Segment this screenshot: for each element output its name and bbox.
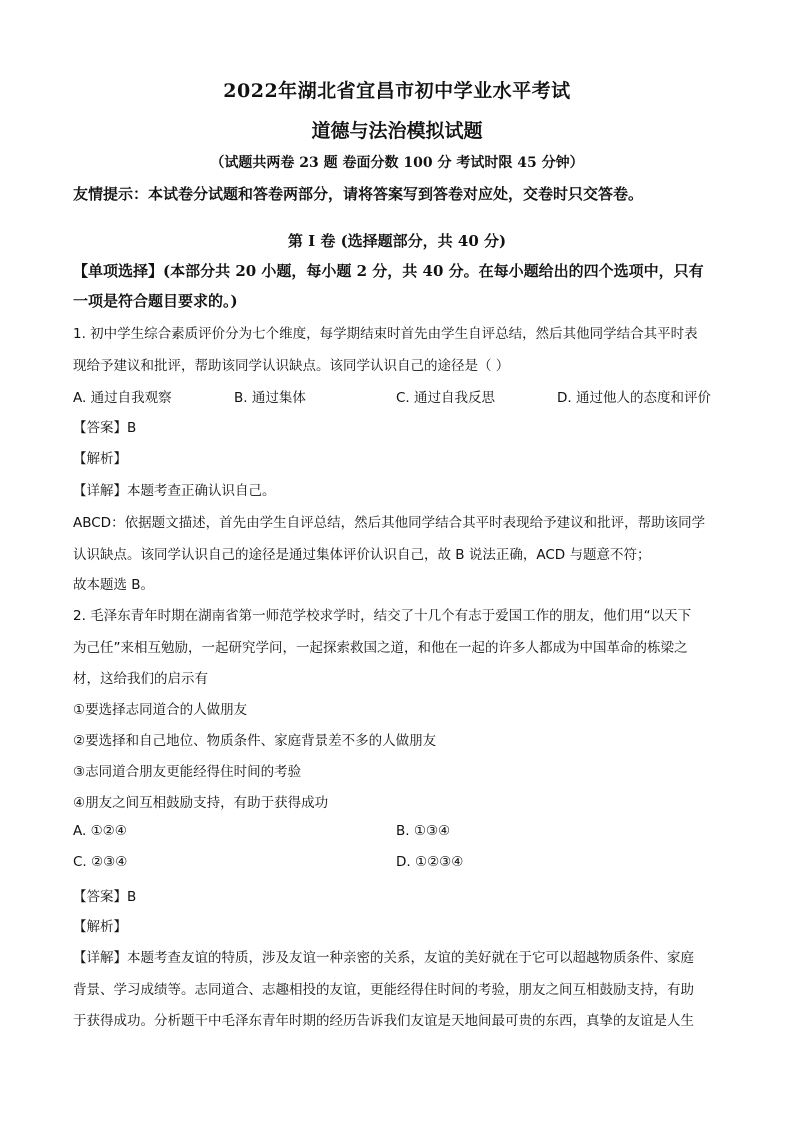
exam-info: （试题共两卷 23 题 卷面分数 100 分 考试时限 45 分钟）: [210, 155, 584, 171]
q1-explain-line2: 认识缺点。该同学认识自己的途径是通过集体评价认识自己，故 B 说法正确，ACD 与题意不符；: [73, 547, 651, 563]
q2-option-b: B. ①③④: [396, 823, 451, 839]
q1-stem-line1: 1. 初中学生综合素质评价分为七个维度，每学期结束时首先由学生自评总结，然后其他同学结合其平时表: [73, 326, 698, 342]
q2-item-4: ④朋友之间互相鼓励支持，有助于获得成功: [73, 795, 329, 811]
q1-detail: 【详解】本题考查正确认识自己。: [73, 483, 276, 499]
q1-option-c: C. 通过自我反思: [396, 390, 496, 406]
q1-option-d: D. 通过他人的态度和评价: [557, 390, 711, 406]
q2-stem-line1: 2. 毛泽东青年时期在湖南省第一师范学校求学时，结交了十几个有志于爱国工作的朋友，他们用“以天下: [73, 608, 692, 624]
q2-option-d: D. ①②③④: [396, 854, 464, 870]
section-instruction-line1: 【单项选择】(本部分共 20 小题，每小题 2 分，共 40 分。在每小题给出的四个选项中，只有: [73, 262, 704, 280]
friendly-tip: 友情提示：本试卷分试题和答卷两部分，请将答案写到答卷对应处，交卷时只交答卷。: [73, 185, 644, 203]
exam-subtitle: 道德与法治模拟试题: [311, 120, 483, 142]
q2-option-a: A. ①②④: [73, 823, 127, 839]
q1-stem-line2: 现给予建议和批评，帮助该同学认识缺点。该同学认识自己的途径是（ ）: [73, 358, 510, 374]
q2-answer: 【答案】B: [73, 889, 137, 905]
q2-option-c: C. ②③④: [73, 854, 128, 870]
q2-detail-line1: 【详解】本题考查友谊的特质，涉及友谊一种亲密的关系，友谊的美好就在于它可以超越物质条件、家庭: [73, 950, 694, 966]
section-instruction-line2: 一项是符合题目要求的。): [73, 292, 238, 310]
q2-stem-line2: 为己任”来相互勉励，一起研究学问，一起探索救国之道，和他在一起的许多人都成为中国革命的栋梁之: [73, 640, 688, 656]
q2-item-2: ②要选择和自己地位、物质条件、家庭背景差不多的人做朋友: [73, 733, 437, 749]
q1-option-a: A. 通过自我观察: [73, 390, 172, 406]
q2-stem-line3: 材，这给我们的启示有: [73, 671, 208, 687]
q1-analysis-label: 【解析】: [73, 451, 127, 467]
q2-item-1: ①要选择志同道合的人做朋友: [73, 702, 248, 718]
q2-item-3: ③志同道合朋友更能经得住时间的考验: [73, 764, 302, 780]
q1-answer: 【答案】B: [73, 420, 137, 436]
q1-explain-line3: 故本题选 B。: [73, 577, 155, 593]
q1-explain-line1: ABCD：依据题文描述，首先由学生自评总结，然后其他同学结合其平时表现给予建议和批评，帮助该同学: [73, 515, 706, 531]
q1-option-b: B. 通过集体: [234, 390, 306, 406]
q2-analysis-label: 【解析】: [73, 919, 127, 935]
q2-detail-line3: 于获得成功。分析题干中毛泽东青年时期的经历告诉我们友谊是天地间最可贵的东西，真挚的友谊是人生: [73, 1013, 694, 1029]
exam-title: 2022年湖北省宜昌市初中学业水平考试: [223, 80, 571, 102]
q2-detail-line2: 背景、学习成绩等。志同道合、志趣相投的友谊，更能经得住时间的考验，朋友之间互相鼓励支持，有助: [73, 982, 694, 998]
part-title: 第 I 卷 (选择题部分，共 40 分): [287, 232, 507, 250]
